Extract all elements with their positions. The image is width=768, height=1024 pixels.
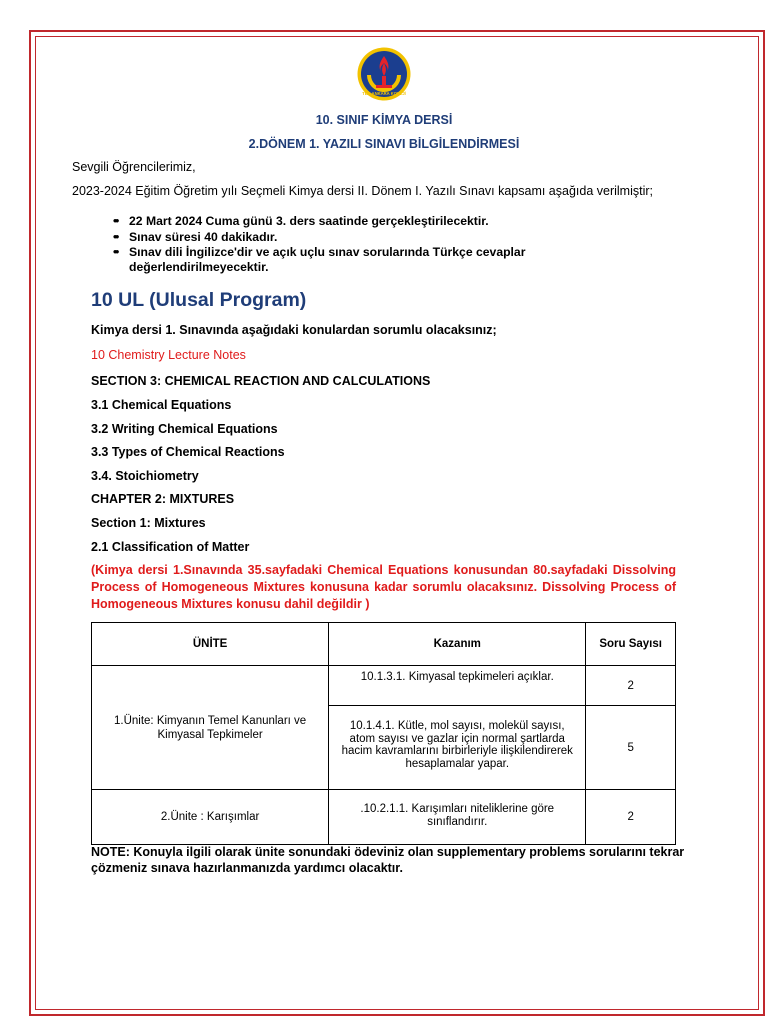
program-lead: Kimya dersi 1. Sınavında aşağıdaki konulardan sorumlu olacaksınız; — [91, 323, 497, 337]
topic-chapter-2: CHAPTER 2: MIXTURES — [91, 492, 235, 506]
header-soru-sayisi: Soru Sayısı — [586, 623, 676, 666]
topic-3-2: 3.2 Writing Chemical Equations — [91, 422, 278, 436]
soru-cell: 2 — [586, 790, 676, 845]
kazanim-cell: 10.1.4.1. Kütle, mol sayısı, molekül sayısı, atom sayısı ve gazlar için normal şartlarda hacim kavramlarını birbirleriyle ilişkilendirerek hesaplamalar yapar. — [329, 706, 586, 790]
exam-info-list — [91, 214, 651, 275]
closing-note: NOTE: Konuyla ilgili olarak ünite sonundaki ödeviniz olan supplementary problems sorularını tekrar çözmeniz sınava hazırlanmanızda yardımcı olacaktır. — [91, 845, 685, 875]
topic-3-4: 3.4. Stoichiometry — [91, 469, 199, 483]
page-title: 10. SINIF KİMYA DERSİ — [315, 113, 453, 127]
exam-info-item: • • 22 Mart 2024 Cuma günü 3. ders saatinde gerçekleştirilecektir. — [91, 214, 651, 229]
soru-cell: 2 — [586, 666, 676, 706]
topic-2-1: 2.1 Classification of Matter — [91, 540, 250, 554]
kazanim-cell: 10.1.3.1. Kimyasal tepkimeleri açıklar. — [329, 666, 586, 706]
topic-3-3: 3.3 Types of Chemical Reactions — [91, 445, 285, 459]
soru-cell: 5 — [586, 706, 676, 790]
table-row — [92, 790, 676, 845]
header-unite: ÜNİTE — [92, 623, 329, 666]
table-row — [92, 666, 676, 706]
school-emblem-logo — [357, 47, 411, 101]
greeting: Sevgili Öğrencilerimiz, — [72, 160, 196, 174]
page-subtitle: 2.DÖNEM 1. YAZILI SINAVI BİLGİLENDİRMESİ — [248, 137, 520, 151]
topic-section-1: Section 1: Mixtures — [91, 516, 206, 530]
logo-caption: TED ANKARA KOLEJİ — [362, 91, 406, 96]
header-kazanim: Kazanım — [329, 623, 586, 666]
exam-scope-table — [91, 622, 676, 845]
program-heading: 10 UL (Ulusal Program) — [91, 289, 307, 311]
unit-1-cell: 1.Ünite: Kimyanın Temel Kanunları ve Kimyasal Tepkimeler — [92, 666, 329, 790]
lecture-notes-title: 10 Chemistry Lecture Notes — [91, 348, 246, 362]
intro-line: 2023-2024 Eğitim Öğretim yılı Seçmeli Kimya dersi II. Dönem I. Yazılı Sınavı kapsamı aşağıda verilmiştir; — [72, 184, 654, 198]
topic-3-1: 3.1 Chemical Equations — [91, 398, 232, 412]
kazanim-cell: .10.2.1.1. Karışımları niteliklerine göre sınıflandırır. — [329, 790, 586, 845]
unit-2-cell: 2.Ünite : Karışımlar — [92, 790, 329, 845]
exam-info-item: • • Sınav süresi 40 dakikadır. — [91, 230, 651, 245]
topic-section-3: SECTION 3: CHEMICAL REACTION AND CALCULATIONS — [91, 374, 431, 388]
scope-note: (Kimya dersi 1.Sınavında 35.sayfadaki Chemical Equations konusundan 80.sayfadaki Dissolving Process of Homogeneous Mixtures konusuna kadar sorumlu olacaksınız. Dissolving Process of Homogeneous Mixtures konusu dahil değildir ) — [91, 563, 676, 611]
table-header-row — [92, 623, 676, 666]
exam-info-item: • • Sınav dili İngilizce'dir ve açık uçlu sınav sorularında Türkçe cevaplar değerlendirilmeyecektir. — [91, 245, 651, 274]
